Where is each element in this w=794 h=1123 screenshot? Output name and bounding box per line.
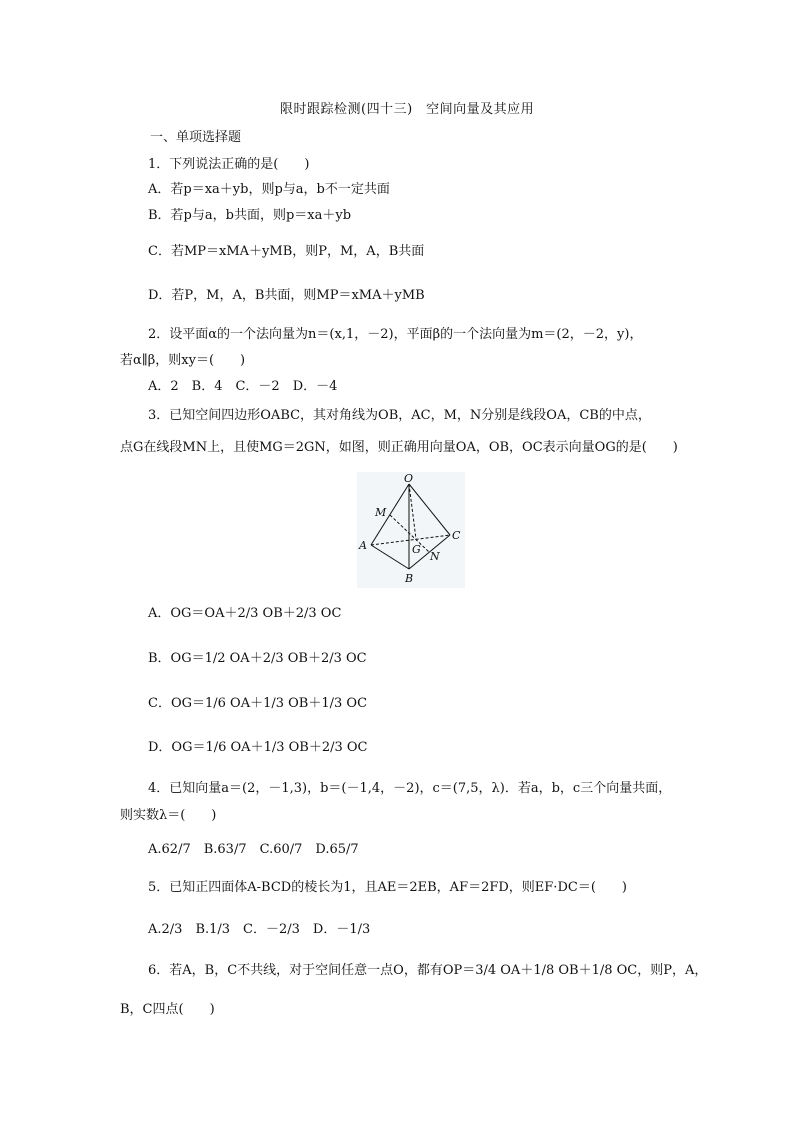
q2-line1: 2．设平面α的一个法向量为n＝(x,1，－2)，平面β的一个法向量为m＝(2，－2，y)，: [148, 327, 643, 342]
q4-line1: 4．已知向量a＝(2，－1,3)，b＝(－1,4，－2)，c＝(7,5，λ)．若a，b，c三个向量共面，: [148, 781, 672, 796]
q3-option-d: D．OG＝1/6 OA＋1/3 OB＋2/3 OC: [148, 740, 368, 755]
q3-option-c: C．OG＝1/6 OA＋1/3 OB＋1/3 OC: [148, 696, 368, 711]
q2-options: A．2 B．4 C．－2 D．－4: [148, 379, 338, 394]
q6-line2: B，C四点( ): [120, 1002, 215, 1017]
q1-stem: 1．下列说法正确的是( ): [148, 157, 310, 172]
q4-options: A.62/7 B.63/7 C.60/7 D.65/7: [148, 842, 359, 857]
q3-option-b: B．OG＝1/2 OA＋2/3 OB＋2/3 OC: [148, 651, 367, 666]
edge-oc: [409, 484, 450, 535]
label-m: M: [375, 506, 387, 519]
q3-option-a: A．OG＝OA＋2/3 OB＋2/3 OC: [148, 606, 342, 621]
q6-line1: 6．若A，B，C不共线，对于空间任意一点O，都有OP＝3/4 OA＋1/8 OB＋1/8 OC，则P，A，: [148, 963, 708, 978]
label-o: O: [404, 472, 414, 485]
segment-og: [409, 484, 416, 539]
q1-option-b: B．若p与a，b共面，则p＝xa＋yb: [148, 208, 352, 223]
q5-options: A.2/3 B.1/3 C．－2/3 D．－1/3: [148, 922, 371, 937]
label-a: A: [359, 539, 367, 552]
tetrahedron-diagram: [357, 472, 465, 588]
q3-line1: 3．已知空间四边形OABC，其对角线为OB，AC，M，N分别是线段OA，CB的中点，: [148, 408, 651, 423]
edge-ab: [371, 545, 409, 569]
page-title: 限时跟踪检测(四十三) 空间向量及其应用: [280, 102, 535, 117]
q1-option-a: A．若p＝xa＋yb，则p与a，b不一定共面: [148, 182, 390, 197]
q2-line2: 若α∥β，则xy＝( ): [120, 353, 246, 368]
q5-stem: 5．已知正四面体A-BCD的棱长为1，且AE＝2EB，AF＝2FD，则EF·DC＝( ): [148, 880, 627, 895]
edge-ac: [371, 535, 450, 545]
q3-line2: 点G在线段MN上，且使MG＝2GN，如图，则正确用向量OA，OB，OC表示向量OG的是( ): [120, 440, 678, 455]
label-b: B: [405, 572, 414, 585]
q4-line2: 则实数λ＝( ): [120, 808, 217, 823]
label-c: C: [452, 529, 461, 542]
q1-option-d: D．若P，M，A，B共面，则MP＝xMA＋yMB: [148, 288, 425, 303]
label-n: N: [430, 550, 440, 563]
q1-option-c: C．若MP＝xMA＋yMB，则P，M，A，B共面: [148, 244, 425, 259]
section-heading: 一、单项选择题: [150, 130, 242, 145]
tetrahedron-figure: [357, 472, 465, 588]
label-g: G: [412, 543, 421, 556]
